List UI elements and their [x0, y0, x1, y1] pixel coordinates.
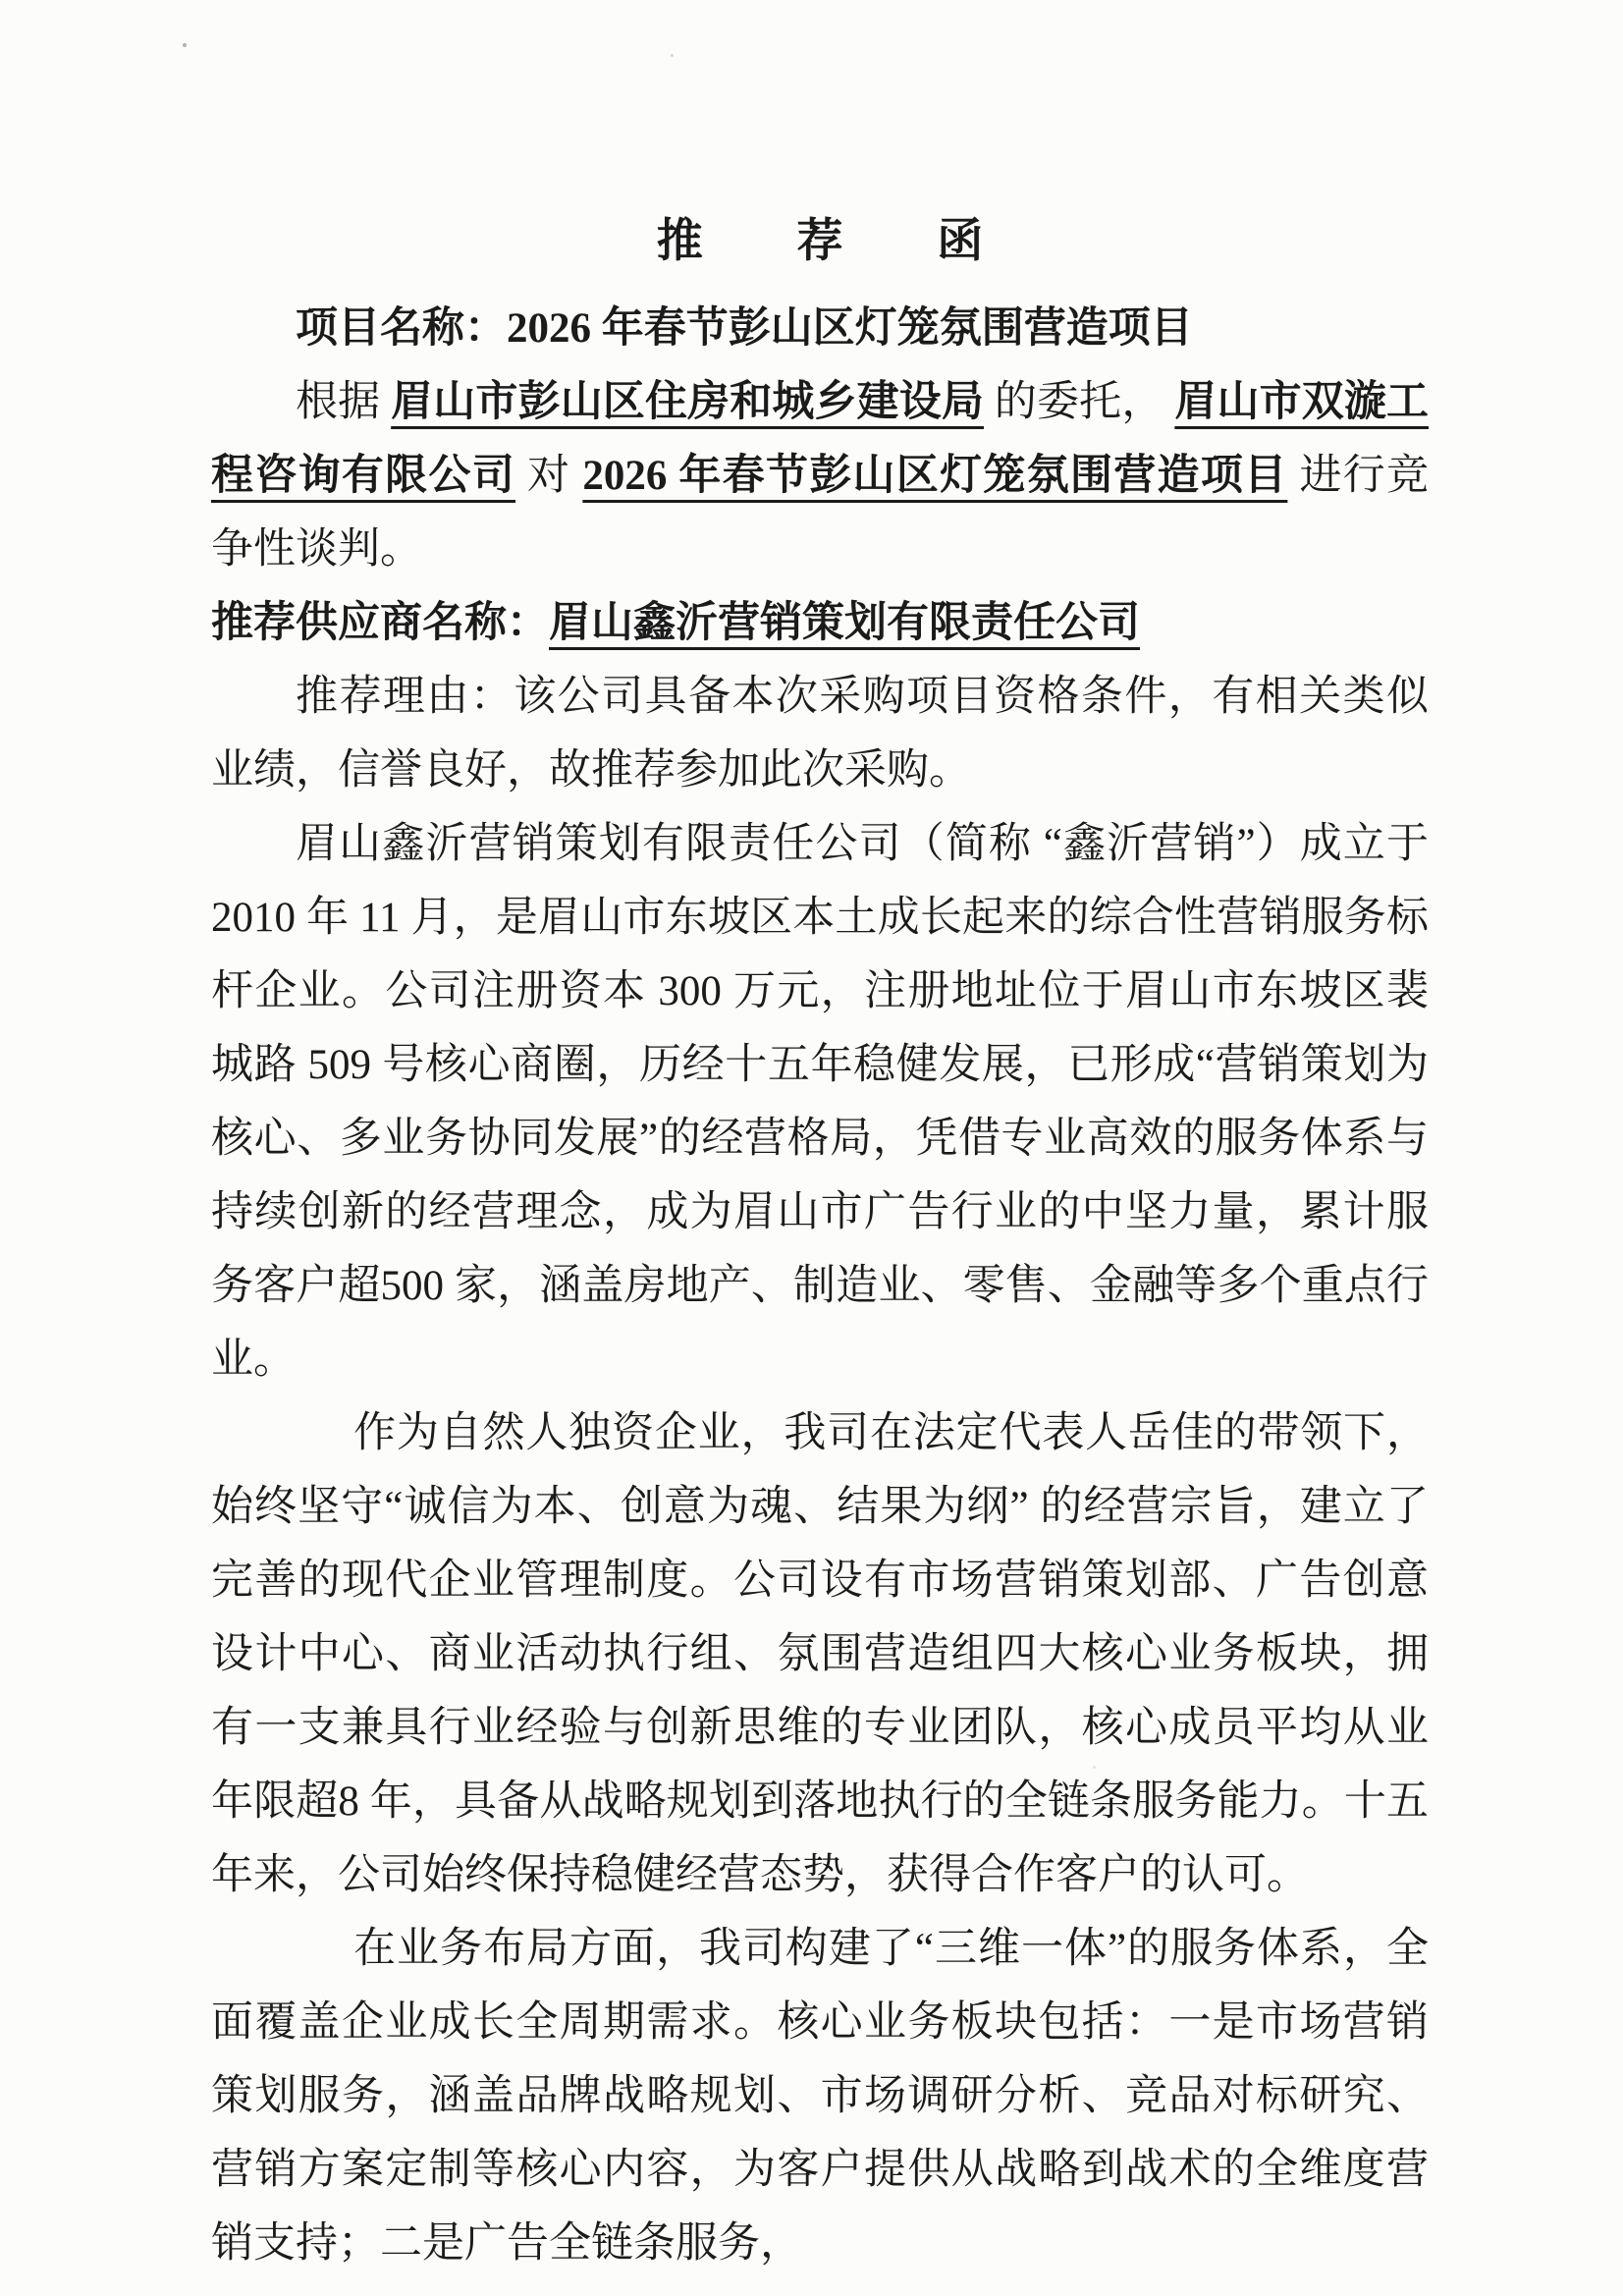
scan-speck [183, 43, 187, 47]
paragraph-entrust-statement [211, 365, 1429, 586]
document-title: 推 荐 函 [656, 216, 1025, 267]
text-segment: 眉山市双漩工程咨询有限公司 [211, 379, 1430, 499]
text-segment: 根据 [296, 379, 392, 425]
text-segment: 2026 年春节彭山区灯笼氛围营造项目 [582, 453, 1288, 499]
text-segment: 眉山鑫沂营销策划有限责任公司 [549, 600, 1140, 646]
document-body [211, 201, 1429, 2280]
paragraph-recommended-supplier [211, 586, 1429, 660]
text-segment: 的委托， [984, 379, 1175, 425]
text-segment: 对 [515, 453, 583, 499]
text-segment: 眉山市彭山区住房和城乡建设局 [391, 379, 985, 425]
text-segment: 眉山鑫沂营销策划有限责任公司（简称 “鑫沂营销”）成立于 2010 年 11 月，是眉山市东坡区本土成长起来的综合性营销服务标杆企业。公司注册资本 300 万元，注册地址位于眉山市东坡区裴城路 509 号核心商圈，历经十五年稳健发展，已形成“营销策划为核心、多业务协同发展”的经营格局，凭借专业高效的服务体系与持续创新的经营理念，成为眉山市广告行业的中坚力量，累计服务客户超500 家，涵盖房地产、制造业、零售、金融等多个重点行业。 [211, 821, 1429, 1383]
paragraph-project-name [211, 292, 1429, 365]
paragraph-recommendation-reason [211, 660, 1429, 807]
text-segment: 项目名称：2026 年春节彭山区灯笼氛围营造项目 [296, 305, 1193, 352]
text-segment: 在业务布局方面，我司构建了“三维一体”的服务体系，全面覆盖企业成长全周期需求。核心业务板块包括：一是市场营销策划服务，涵盖品牌战略规划、市场调研分析、竞品对标研究、营销方案定制等核心内容，为客户提供从战略到战术的全维度营销支持；二是广告全链条服务， [211, 1926, 1429, 2267]
paragraph-company-management [211, 1396, 1429, 1912]
paragraph-company-introduction [211, 807, 1429, 1396]
text-segment: 进行竞争性谈判。 [211, 453, 1430, 573]
paragraph-business-layout [211, 1912, 1429, 2280]
text-segment: 推荐供应商名称： [211, 600, 549, 646]
text-segment: 作为自然人独资企业，我司在法定代表人岳佳的带领下，始终坚守“诚信为本、创意为魂、结果为纲” 的经营宗旨，建立了完善的现代企业管理制度。公司设有市场营销策划部、广告创意设计中心、商业活动执行组、氛围营造组四大核心业务板块，拥有一支兼具行业经验与创新思维的专业团队，核心成员平均从业年限超8 年，具备从战略规划到落地执行的全链条服务能力。十五年来，公司始终保持稳健经营态势，获得合作客户的认可。 [211, 1410, 1429, 1898]
text-segment: 推荐理由：该公司具备本次采购项目资格条件，有相关类似业绩，信誉良好，故推荐参加此次采购。 [211, 674, 1429, 793]
scan-speck [671, 54, 674, 57]
